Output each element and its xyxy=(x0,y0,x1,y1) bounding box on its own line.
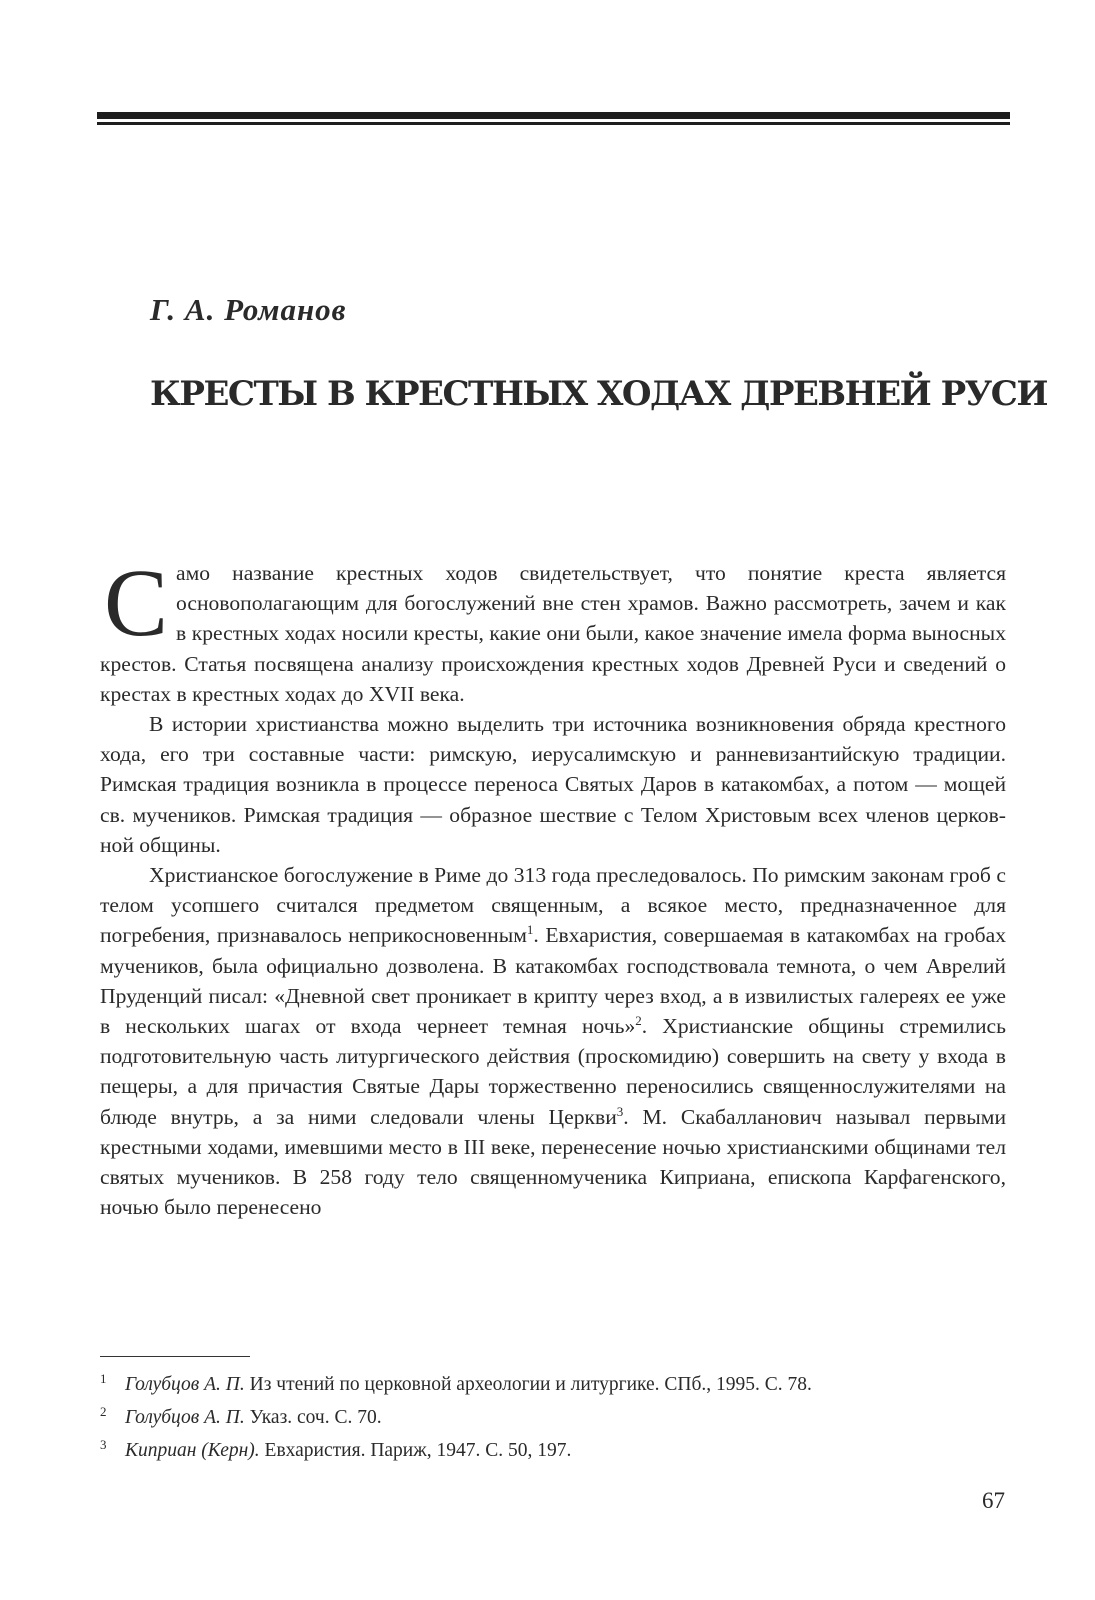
paragraph-1-text: амо название крестных ходов свидетельствует, что понятие креста является основополагающим для богослужений вне стен храмов. Важно рассмотреть, зачем и как в крестных ходах носили кресты, какие они были, какое значение имела форма выносных крестов. Статья посвящена анализу происхождения крестных ходов Древней Руси и сведений о крестах в крестных ходах до XVII века. xyxy=(100,561,1006,706)
footnote-text: Указ. соч. С. 70. xyxy=(244,1407,382,1428)
footnote-number: 3 xyxy=(100,1437,107,1452)
paragraph-3-text-b: . Евхаристия, совершаемая в катакомбах на гробах мучеников, была официально дозволена. В катакомбах господствовала темнота, о чем Аврелий Пруденций писал: «Дневной свет проникает в крипту через вход, а в извилистых галереях ее уже в нескольких шагах от входа чернеет темная ночь» xyxy=(100,923,1006,1039)
footnote-number: 2 xyxy=(100,1404,107,1419)
paragraph-3-text-c: . Христианские общины стремились подготовительную часть литургического действия (проскомидию) совершить на свету у входа в пещеры, а для причастия Святые Дары торжественно переносились священнослужителями на блюде внутрь, а за ними следовали члены Церкви xyxy=(100,1014,1006,1129)
footnote-author: Голубцов А. П. xyxy=(125,1407,245,1428)
article-author: Г. А. Романов xyxy=(150,292,347,327)
footnote-1 xyxy=(100,1368,1006,1401)
footnote-ref-2[interactable]: 2 xyxy=(635,1012,642,1028)
header-rules xyxy=(97,112,1010,125)
page-number: 67 xyxy=(982,1488,1005,1513)
paragraph-3-text-a: Христианское богослужение в Риме до 313 года преследовалось. По римским законам гроб с телом усопшего считался предметом священным, а всякое место, предназначенное для погребения, признавалось неприкосновенным xyxy=(100,863,1006,948)
drop-cap: С xyxy=(104,549,169,656)
paragraph-3 xyxy=(100,860,1006,1222)
footnote-ref-3[interactable]: 3 xyxy=(616,1103,624,1119)
footnote-number: 1 xyxy=(100,1371,107,1386)
paragraph-1 xyxy=(100,549,1006,709)
footnote-ref-1[interactable]: 1 xyxy=(526,922,534,938)
footnotes xyxy=(100,1368,1006,1467)
footnote-separator xyxy=(100,1356,250,1357)
footnote-author: Голубцов А. П. xyxy=(125,1374,245,1395)
header-rule-thin xyxy=(97,122,1010,125)
paragraph-3-text-d: . М. Скабалланович называл первыми крестными ходами, имевшими место в III веке, перенесение ночью христианскими общинами тел святых мучеников. В 258 году тело священномученика Киприана, епископа Карфагенского, ночью было перенесено xyxy=(100,1104,1006,1220)
header-rule-thick xyxy=(97,112,1010,119)
footnote-text: Евхаристия. Париж, 1947. С. 50, 197. xyxy=(259,1440,572,1461)
footnote-2 xyxy=(100,1401,1006,1434)
footnote-text: Из чтений по церковной археологии и литургике. СПб., 1995. С. 78. xyxy=(244,1374,812,1395)
footnote-author: Киприан (Керн). xyxy=(125,1440,260,1461)
footnote-3 xyxy=(100,1434,1006,1467)
article-body xyxy=(100,549,1006,1222)
paragraph-2: В истории христианства можно выделить три источника возникновения обряда крестного хода, его три составные части: римскую, иерусалимскую и ранневизантийскую традиции. Римская традиция возникла в процессе переноса Святых Даров в катакомбах, а потом — мощей св. мучеников. Римская традиция — образное шествие с Телом Христовым всех членов церковной общины. xyxy=(100,712,1006,857)
article-title: КРЕСТЫ В КРЕСТНЫХ ХОДАХ ДРЕВНЕЙ РУСИ xyxy=(150,374,1047,414)
